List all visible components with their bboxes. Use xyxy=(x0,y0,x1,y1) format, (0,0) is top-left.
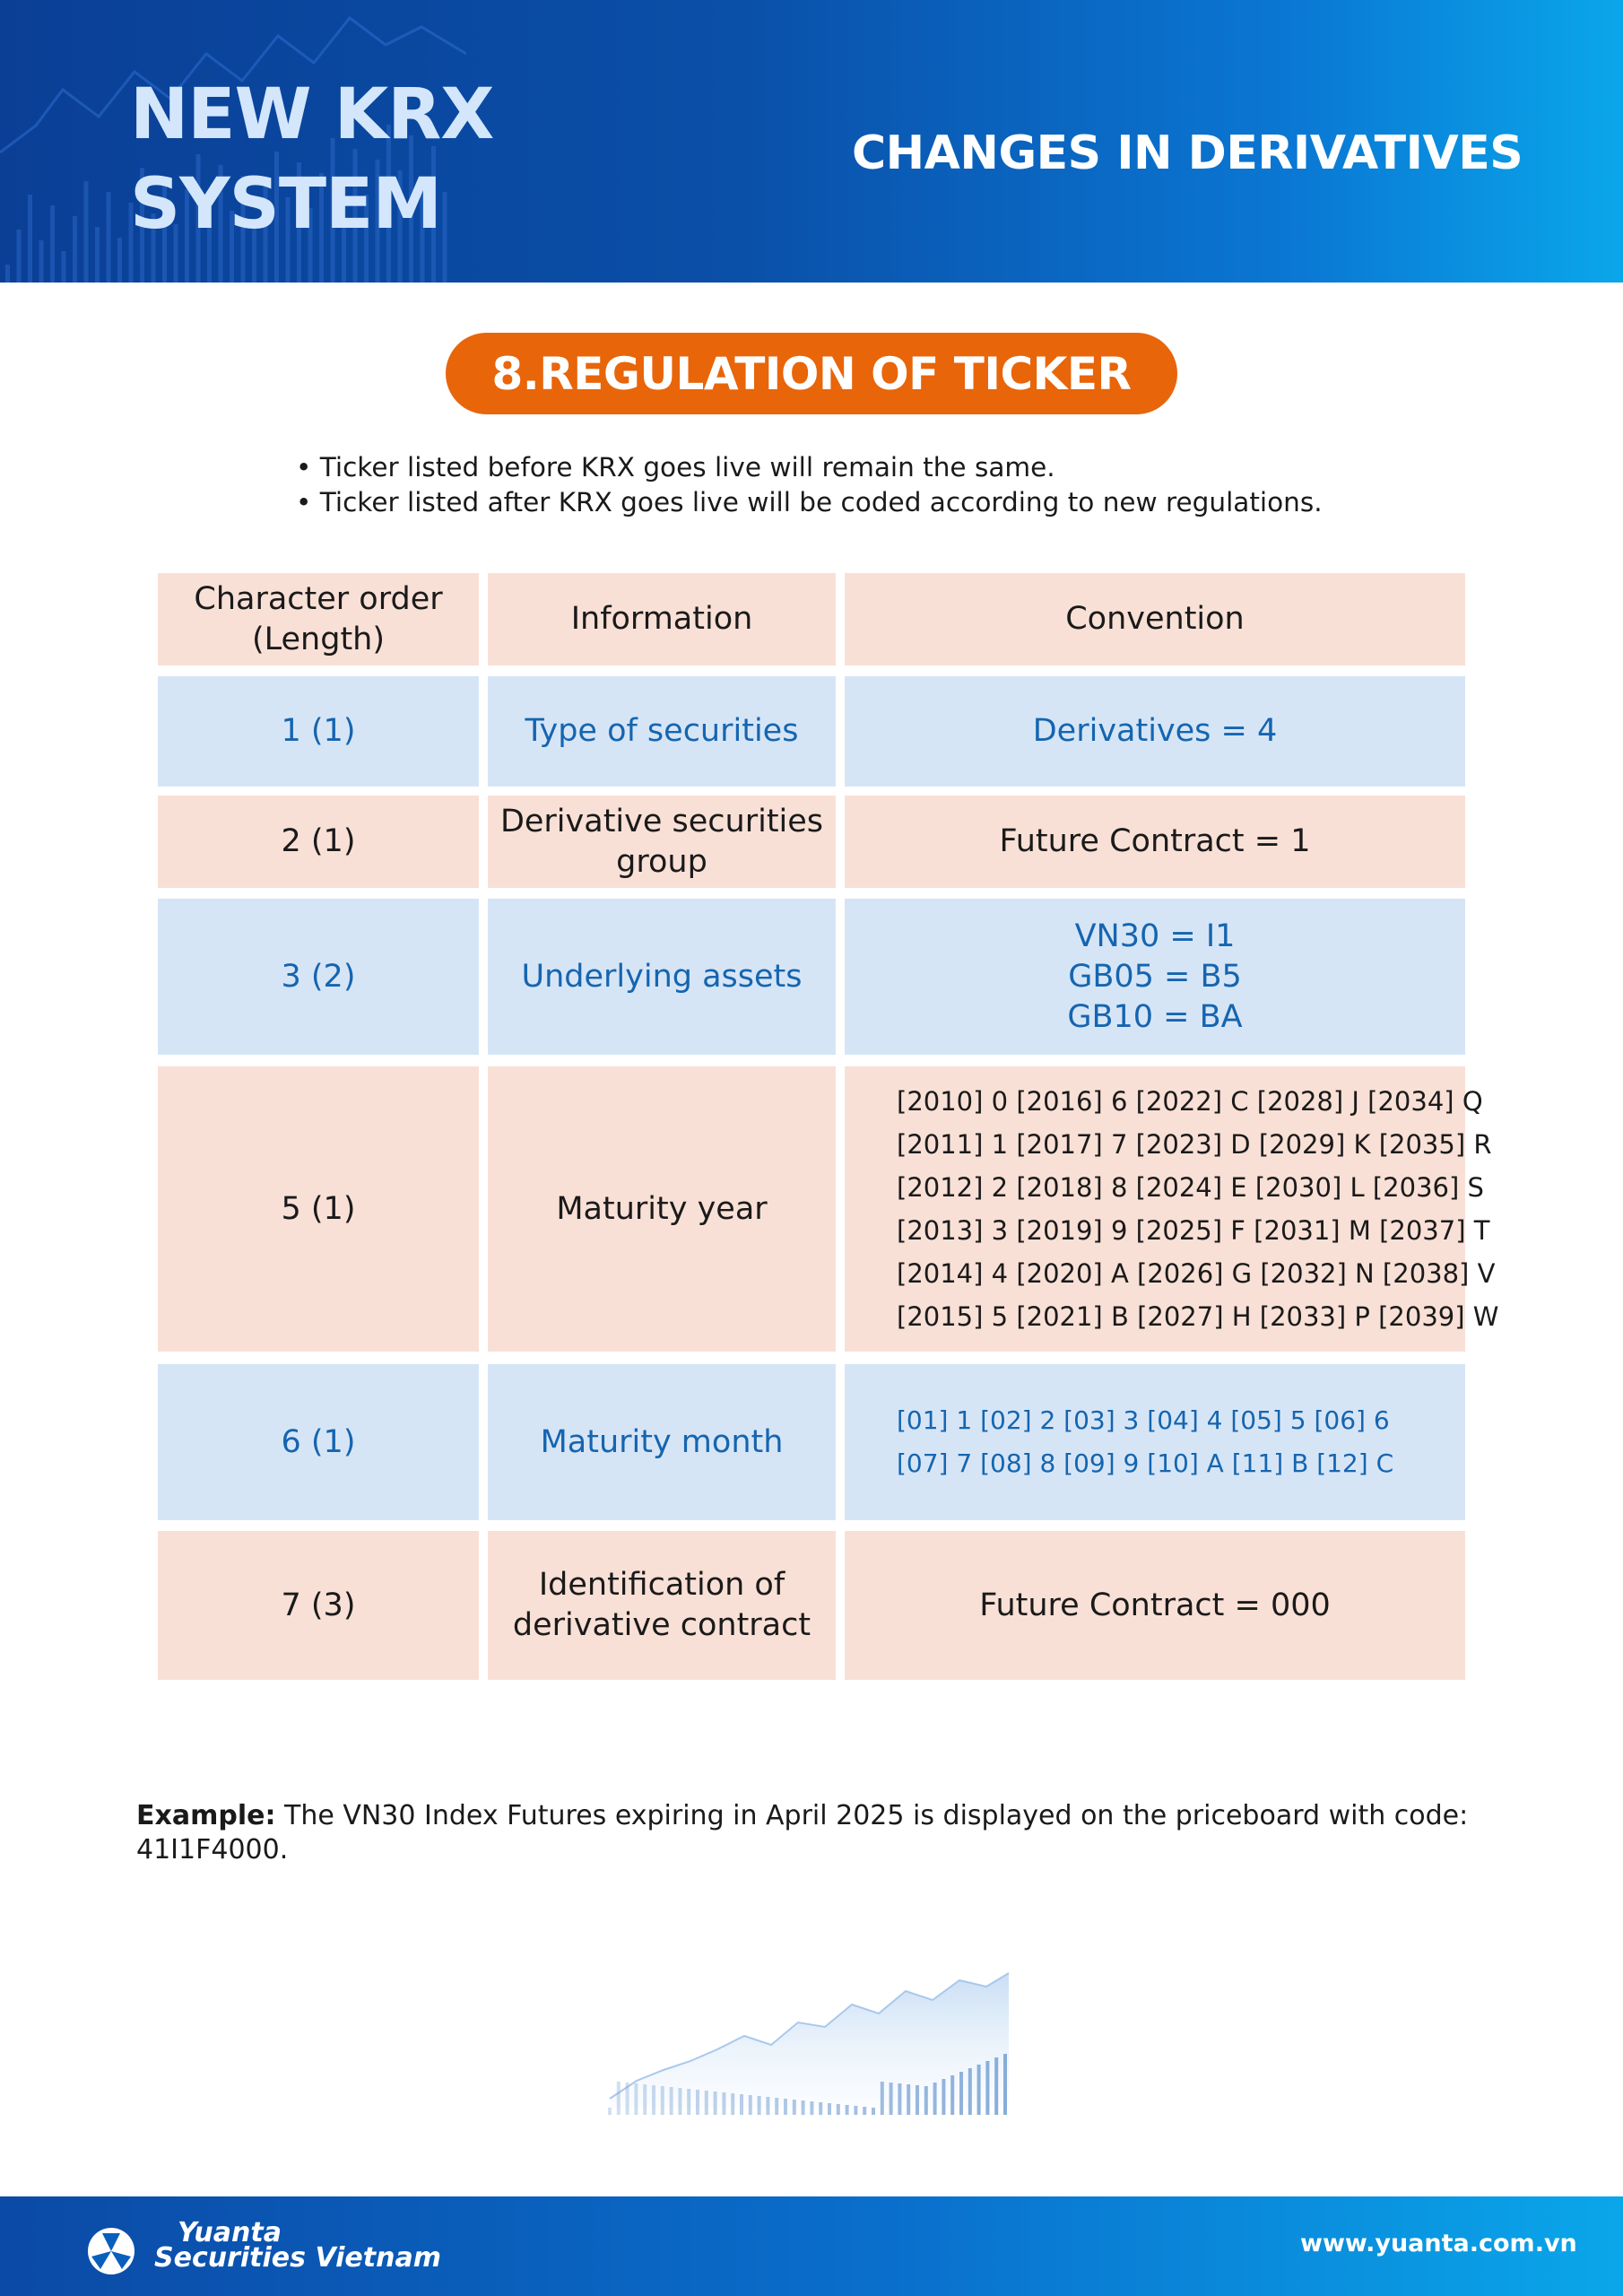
order-text: 2 (1) xyxy=(281,823,356,859)
table-row xyxy=(158,899,1465,1055)
decor-bar xyxy=(828,2103,831,2115)
convention-cell xyxy=(845,1364,1465,1520)
header-banner xyxy=(0,0,1623,283)
decor-bar xyxy=(881,2082,884,2115)
footer-brand xyxy=(154,2217,459,2274)
yuanta-logo-icon xyxy=(86,2226,136,2276)
stock-chart-illustration-icon xyxy=(601,1964,1022,2117)
decor-bar xyxy=(1003,2054,1007,2115)
decor-bar xyxy=(994,2057,998,2115)
decor-bar xyxy=(73,216,77,283)
decor-bar xyxy=(950,2075,954,2115)
example-text: The VN30 Index Futures expiring in April 2025 is displayed on the priceboard with code: 41I1F4000. xyxy=(136,1800,1469,1866)
decor-bar xyxy=(5,265,10,283)
decor-bar xyxy=(661,2086,664,2115)
info-text: group xyxy=(616,843,707,880)
table-row xyxy=(158,1531,1465,1680)
convention-cell xyxy=(845,796,1465,888)
decor-bar xyxy=(802,2100,805,2115)
decor-bar xyxy=(39,240,44,283)
decor-bar xyxy=(959,2072,963,2115)
section-title: 8.REGULATION OF TICKER xyxy=(446,333,1177,414)
decor-bar xyxy=(95,227,100,283)
convention-text: Derivatives = 4 xyxy=(1032,713,1278,749)
order-text: 3 (2) xyxy=(281,958,356,995)
header-cell-text: Information xyxy=(570,601,753,637)
decor-bar xyxy=(50,205,55,283)
brand-line1: Yuanta xyxy=(178,2217,282,2248)
convention-text: Future Contract = 1 xyxy=(999,823,1311,859)
decor-bar xyxy=(784,2099,787,2115)
header-cell-character-order xyxy=(158,573,479,665)
header-cell-convention xyxy=(845,573,1465,665)
order-text: 6 (1) xyxy=(281,1423,356,1460)
maturity-year-line: [2013] 3 [2019] 9 [2025] F [2031] M [2037] T xyxy=(897,1215,1490,1246)
convention-cell xyxy=(845,899,1465,1055)
decor-bar xyxy=(854,2106,857,2115)
table-row xyxy=(158,676,1465,787)
decor-bar xyxy=(17,230,22,283)
order-text: 1 (1) xyxy=(281,713,356,749)
convention-text: VN30 = I1 xyxy=(1074,918,1236,954)
header-title xyxy=(130,70,542,249)
header-subtitle: CHANGES IN DERIVATIVES xyxy=(852,126,1523,180)
convention-text: Future Contract = 000 xyxy=(979,1587,1331,1623)
decor-bar xyxy=(793,2100,796,2115)
info-text: Identification of xyxy=(538,1567,785,1603)
decor-bar xyxy=(907,2084,910,2115)
decor-bar xyxy=(977,2065,981,2115)
example-label: Example: xyxy=(136,1800,276,1831)
decor-bar xyxy=(916,2085,919,2115)
decor-bar xyxy=(890,2083,893,2115)
decor-bar xyxy=(643,2084,647,2115)
decor-bar xyxy=(722,2092,725,2115)
decor-bar xyxy=(846,2105,849,2115)
info-text: Underlying assets xyxy=(521,958,803,995)
decor-bar xyxy=(652,2085,655,2115)
decor-bar xyxy=(749,2095,752,2115)
convention-text: GB10 = BA xyxy=(1067,998,1243,1035)
decor-bar xyxy=(819,2102,822,2115)
maturity-month-line: [07] 7 [08] 8 [09] 9 [10] A [11] B [12] C xyxy=(897,1448,1394,1478)
bullet-list xyxy=(296,450,1462,520)
decor-bar xyxy=(107,192,111,283)
convention-cell xyxy=(845,1531,1465,1680)
decor-bar xyxy=(898,2083,901,2115)
maturity-year-line: [2012] 2 [2018] 8 [2024] E [2030] L [2036] S xyxy=(897,1172,1484,1203)
decor-bar xyxy=(62,251,66,283)
order-cell xyxy=(158,1066,479,1352)
order-cell xyxy=(158,796,479,888)
decor-bar xyxy=(933,2083,937,2115)
decor-bar xyxy=(942,2079,945,2115)
info-text: Type of securities xyxy=(525,713,799,749)
table-header-row xyxy=(158,573,1465,665)
table-row xyxy=(158,1364,1465,1520)
decor-bar xyxy=(810,2101,813,2115)
header-title-line2: SYSTEM xyxy=(130,164,441,245)
decor-bar xyxy=(740,2094,743,2115)
maturity-year-line: [2014] 4 [2020] A [2026] G [2032] N [2038] V xyxy=(897,1258,1496,1289)
decor-bar xyxy=(766,2097,769,2115)
example-paragraph xyxy=(136,1799,1499,1867)
decor-bar xyxy=(985,2061,989,2115)
decor-bar xyxy=(696,2090,699,2115)
convention-cell xyxy=(845,1066,1499,1352)
info-text: derivative contract xyxy=(512,1607,812,1643)
info-text: Maturity year xyxy=(556,1190,768,1227)
footer-website-link[interactable]: www.yuanta.com.vn xyxy=(1300,2230,1577,2257)
maturity-year-line: [2011] 1 [2017] 7 [2023] D [2029] K [2035] R xyxy=(897,1129,1492,1160)
brand-line2: Securities Vietnam xyxy=(154,2242,441,2274)
table-row xyxy=(158,1066,1499,1352)
table-row xyxy=(158,796,1465,888)
order-cell xyxy=(158,1531,479,1680)
decor-bar xyxy=(775,2098,778,2115)
order-text: 7 (3) xyxy=(281,1587,356,1623)
decor-bar xyxy=(678,2088,681,2115)
header-cell-information xyxy=(488,573,836,665)
order-cell xyxy=(158,676,479,787)
decor-bar xyxy=(117,238,122,283)
maturity-month-line: [01] 1 [02] 2 [03] 3 [04] 4 [05] 5 [06] 6 xyxy=(897,1405,1390,1435)
decor-bar xyxy=(608,2108,612,2115)
header-cell-text: Convention xyxy=(1065,601,1245,637)
decor-bar xyxy=(924,2086,928,2115)
decor-bar xyxy=(670,2087,673,2115)
info-cell xyxy=(488,1531,836,1680)
convention-cell xyxy=(845,676,1465,787)
convention-text: GB05 = B5 xyxy=(1068,958,1242,995)
decor-bar xyxy=(687,2089,690,2115)
decor-bar xyxy=(617,2082,621,2115)
decor-bar xyxy=(872,2108,875,2115)
info-cell xyxy=(488,676,836,787)
maturity-year-line: [2015] 5 [2021] B [2027] H [2033] P [2039] W xyxy=(897,1301,1499,1332)
header-title-line1: NEW KRX xyxy=(130,74,494,155)
decor-bar xyxy=(28,195,32,283)
decor-bar xyxy=(714,2092,717,2115)
header-cell-text: Character order xyxy=(194,580,443,617)
decor-bar xyxy=(968,2068,972,2115)
order-cell xyxy=(158,1364,479,1520)
decor-bar xyxy=(837,2104,840,2115)
decor-bar xyxy=(705,2091,708,2115)
header-cell-text: (Length) xyxy=(251,621,386,657)
maturity-year-line: [2010] 0 [2016] 6 [2022] C [2028] J [2034] Q xyxy=(897,1086,1483,1117)
bullet-item: • Ticker listed after KRX goes live will be coded according to new regulations. xyxy=(296,487,1323,517)
info-text: Derivative securities xyxy=(499,803,824,839)
decor-bar xyxy=(758,2096,761,2115)
decor-bar xyxy=(626,2083,629,2115)
info-cell xyxy=(488,899,836,1055)
decor-bar xyxy=(84,181,89,283)
bullet-item: • Ticker listed before KRX goes live will remain the same. xyxy=(296,452,1055,483)
order-text: 5 (1) xyxy=(281,1190,356,1227)
info-cell xyxy=(488,1364,836,1520)
info-cell xyxy=(488,796,836,888)
info-cell xyxy=(488,1066,836,1352)
decor-bar xyxy=(634,2083,638,2115)
decor-bar xyxy=(863,2107,866,2115)
order-cell xyxy=(158,899,479,1055)
decor-bar xyxy=(731,2093,734,2115)
info-text: Maturity month xyxy=(540,1423,784,1460)
